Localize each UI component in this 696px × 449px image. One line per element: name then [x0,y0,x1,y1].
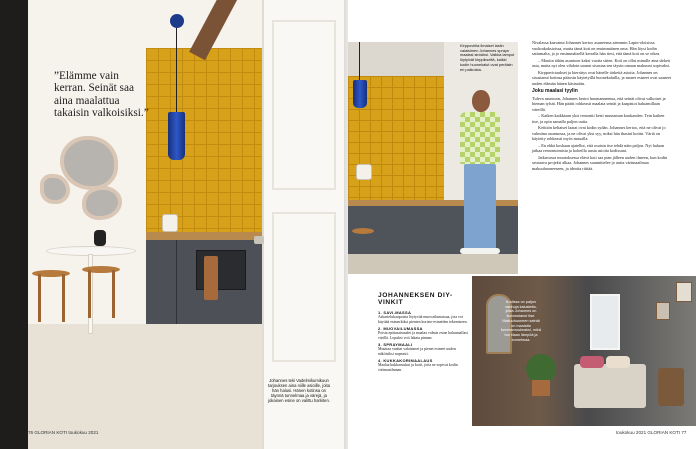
door-panel [272,20,336,190]
stool-leg [62,274,65,322]
floor [348,254,518,274]
portrait-photo [348,42,518,274]
tip-text: Maalaa kukkaruukut ja korit, jotta ne sopivat kodin värimaailmaan. [378,362,458,372]
wooden-stool [352,228,374,234]
photo-caption: Johannes teki Vadelmikumikuun tarjouksen aina niille asioille, joita hän halusi. Hänen kotinsa on täynnä tunnelmaa ja värejä, ja jokainen esine on valittu harkiten. [268,378,330,403]
paragraph: Keittiön keltaiset laatat ovat kodin sydän. Johannes kertoo, että ne olivat jo valmiina asunnossa, ja ne olivat yksi syy, miksi hän ihastui kotiin. Väriä on käytetty rohkeasti myös muualla. [532,125,666,141]
stool-leg [112,270,115,318]
pillow [606,356,630,368]
stool-leg [38,274,41,322]
tip-heading: 1. SAVI-MASSA [378,309,412,315]
kitchen-counter [146,232,262,240]
door-panel [272,212,336,362]
person-checkered-shirt [460,112,500,164]
paragraph: – Muutin tähän asuntoon kaksi vuotta sitten. Koti on ollut minulle aina tärkeä asia, mutta nyt olen vihdoin saanut sisustaa sen täysin omaan makuuni sopivaksi. [532,57,670,68]
tip-text: Askartelukaupoista löytyvää muovailumassaa, jota voi käyttää esimerkiksi pienten koriste-esineiden tekemiseen. [378,314,468,324]
pink-pillow [580,356,604,368]
bedroom-photo [472,276,696,426]
blue-pendant-lamp [353,80,367,108]
pendant-cord [176,28,177,112]
blue-pendant-lamp [168,112,185,160]
tips-title: JOHANNEKSEN DIY-VINKIT [378,292,453,307]
candle-holder [94,230,106,246]
picture-frame [656,302,670,320]
stool-leg [88,270,91,318]
photo-caption: Kirppuvirita ilmaiset lasiin valaisimen Johannes sprayn maalasi sinisiksi. Vaikka lamput löytyivät kirppikseltä, kaikki kodin huonekalut ovat peräisin eri paikoista. [460,43,515,72]
tip-heading: 3. SPRAYMAALI [378,341,413,347]
article-body [532,40,672,172]
pull-quote: ”Elämme vain kerran. Seinät saa aina maalattua takaisin valkoisiksi.” [54,70,149,120]
subheading: Joku maalasi tyylin [532,88,578,94]
tip-text: Muuttaa vanhat valaisimet ja pienet esineet uuden näköisiksi nopeasti. [378,346,456,356]
person-head [472,90,490,112]
paragraph: Tuleva asuntoon, Johannes kertoi huomanneensa, että seinät olivat valkoiset ja hieman tylsät. Hän päätti rohkeasti maalata seinät ja kaapistot haluamillaan väreillä. [532,95,666,112]
window [590,294,620,350]
person-jeans [464,164,496,250]
wavy-mirror [40,174,70,204]
pendant-canopy [170,14,184,28]
ceramic-jar [162,214,178,232]
photo-caption: Kodissa on paljon vanhoja kalusteita, jotka Johannes on kunnostanut itse. Makuuhuoneen seinät on maalattu tummanruskeaksi, mikä tuo tilaan lämpöä ja tunnelmaa. [501,300,541,342]
tip-heading: 4. KUKKAKORIMAALAUS [378,357,433,363]
wavy-mirror [60,136,118,190]
paragraph: Kirppuvirtaukset ja kierrätys ovat hänelle tärkeitä asioita. Johannes on sisustanut kotinsa pääosin käytetyillä huonekaluilla, ja monet esineet ovat saaneet uuden elämän hänen käsissään. [532,69,672,86]
paragraph: Jatkuvassa muutoksessa elävä koti saa pian jälleen uuden ilmeen, kun kodin seuraava projekti alkaa. Johannes suunnittelee jo uutta värimaailmaa makuuhuoneeseen, ja ideoita riittää. [532,154,668,171]
bed [574,364,646,408]
picture-frame [676,282,692,302]
paragraph: – Kaiken kaikkiaan yksi remontti kesti muutaman kuukauden. Tein kaiken itse, ja opin samalla paljon uutta. [532,113,665,124]
ceramic-jar [356,164,372,180]
plant-pot [532,380,550,396]
yellow-tile-wall [146,48,262,234]
cabinet-divider [176,240,177,326]
hanging-towel [204,256,218,300]
photo-left-edge [0,0,28,449]
page-folio: toukokuu 2021 GLORIAN KOTI 77 [616,430,687,435]
pendant-cord [359,42,360,80]
paragraph: – En ehkä koskaan ajatellut, että osaisin itse tehdä näin paljon. Nyt haluan jatkaa remontoimista ja kokeilla uusia asioita kodissani. [532,142,665,153]
door-handle [254,236,264,244]
tip-heading: 2. MUOVAILUMASSA [378,325,423,331]
tip-text: Poista epätasaisuudet ja maalaa valmis esine haluamallasi värillä. Lopuksi voit lakata pinnan. [378,330,468,340]
diy-tips-box [378,292,470,372]
armchair [658,368,684,406]
paragraph: Nivalassa kasvanut Johannes kertoo asuneensa aiemmin Lapin-oloisissa vuokrakaksioissa, mutta tämä koti on ensimmäinen oma. Hän löysi kodin sattumalta, ja jo ensimmäisellä kerralla hän tiesi, että tämä koti on se oikea. [532,40,661,56]
page-folio: 76 GLORIAN KOTI toukokuu 2021 [28,430,99,435]
person-shoes [460,248,500,254]
